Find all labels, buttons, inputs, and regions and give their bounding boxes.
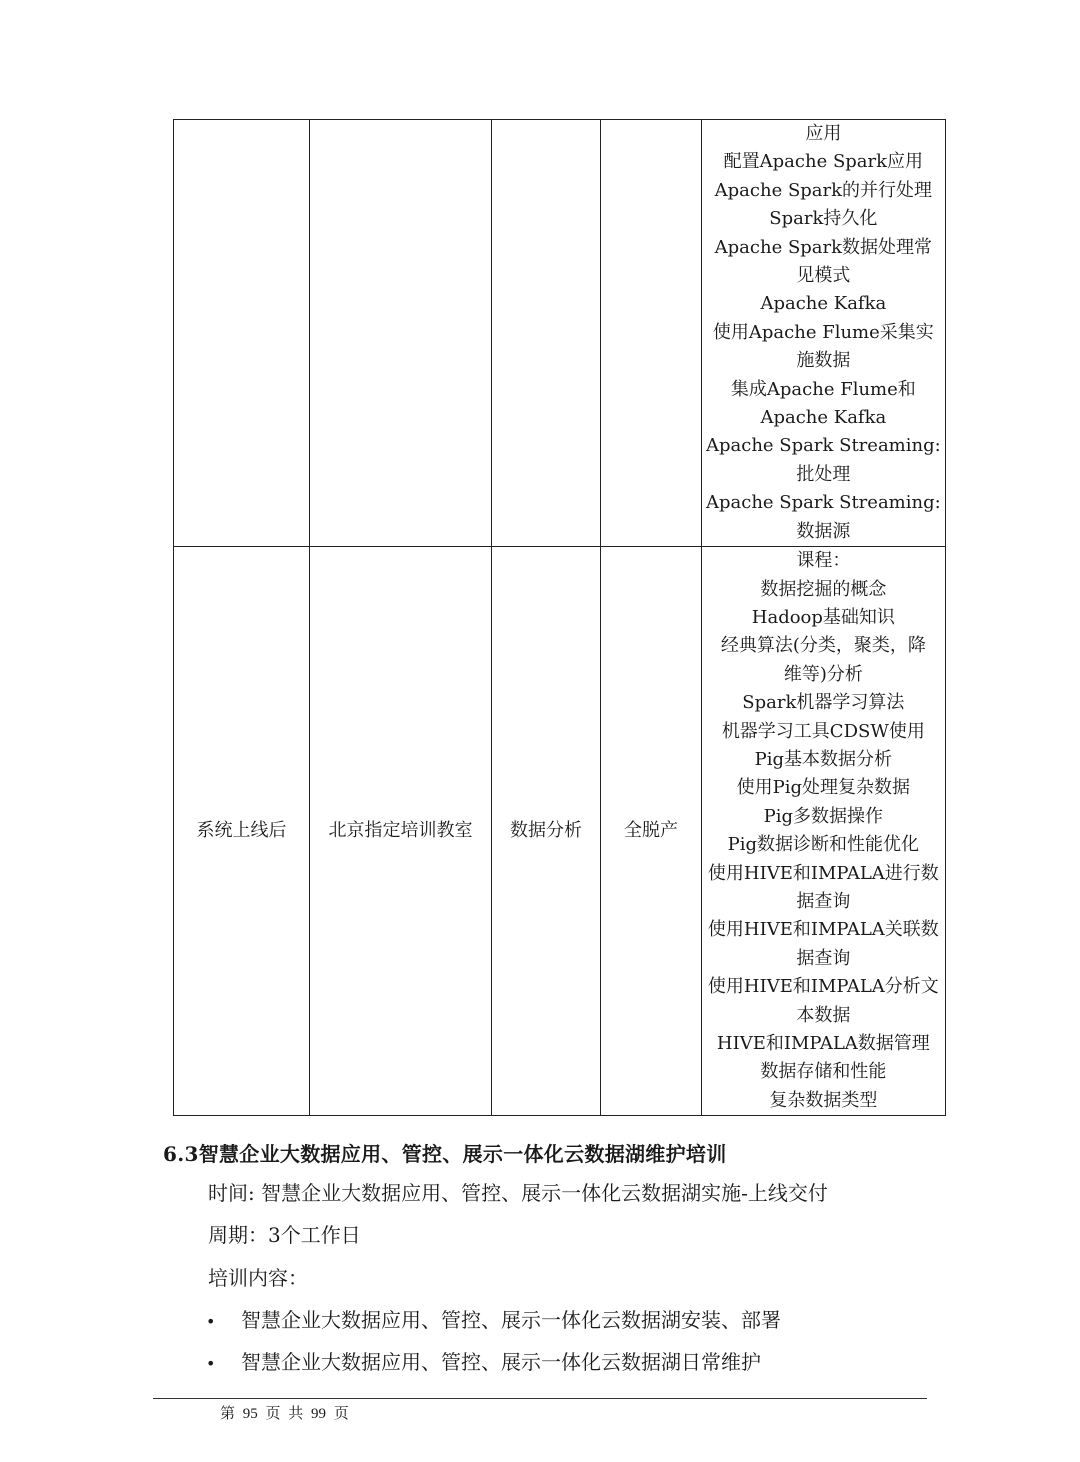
course-line: Apache Spark Streaming: xyxy=(706,492,941,514)
subject-cell: 数据分析 xyxy=(492,547,601,1116)
course-line: Apache Spark Streaming: xyxy=(706,435,941,457)
course-line: 数据源 xyxy=(796,520,851,542)
mode-cell xyxy=(601,120,702,547)
location-cell xyxy=(310,120,492,547)
course-line: 据查询 xyxy=(796,947,851,969)
course-line: 使用HIVE和IMPALA进行数 xyxy=(707,862,939,884)
time-line: 时间: 智慧企业大数据应用、管控、展示一体化云数据湖实施-上线交付 xyxy=(208,1181,828,1205)
page-number: 第 95 页 共 99 页 xyxy=(220,1406,349,1422)
course-line: HIVE和IMPALA数据管理 xyxy=(716,1033,930,1054)
course-line: Pig多数据操作 xyxy=(763,805,884,827)
time-cell: 系统上线后 xyxy=(174,547,310,1116)
bullet-text: 智慧企业大数据应用、管控、展示一体化云数据湖安装、部署 xyxy=(241,1308,781,1332)
mode-cell: 全脱产 xyxy=(601,547,702,1116)
course-content-cell xyxy=(702,547,946,1116)
course-line: 使用Apache Flume采集实 xyxy=(712,321,934,343)
course-line: 课程： xyxy=(796,550,851,572)
course-content-cell xyxy=(702,120,946,547)
course-line: 见模式 xyxy=(796,265,851,287)
bullet-text: 智慧企业大数据应用、管控、展示一体化云数据湖日常维护 xyxy=(241,1350,761,1374)
course-line: Pig数据诊断和性能优化 xyxy=(727,834,920,856)
course-line: 维等)分析 xyxy=(783,663,863,685)
course-line: 批处理 xyxy=(796,463,851,485)
bullet-icon: • xyxy=(206,1354,216,1373)
content-label: 培训内容： xyxy=(208,1266,308,1290)
course-line: 数据存储和性能 xyxy=(760,1061,887,1083)
course-line: Apache Kafka xyxy=(760,293,887,315)
course-line: 数据挖掘的概念 xyxy=(760,578,887,600)
course-line: 据查询 xyxy=(796,890,851,912)
course-line: 经典算法(分类，聚类，降 xyxy=(720,635,926,657)
course-line: Pig基本数据分析 xyxy=(754,748,893,770)
table-row xyxy=(174,547,946,1116)
course-line: 集成Apache Flume和 xyxy=(730,378,916,400)
course-line: Spark机器学习算法 xyxy=(742,692,905,714)
list-item xyxy=(206,1304,781,1333)
bullet-icon: • xyxy=(206,1312,216,1331)
course-line: 使用Pig处理复杂数据 xyxy=(736,777,911,799)
course-line: Spark持久化 xyxy=(769,208,878,230)
subject-cell xyxy=(492,120,601,547)
course-line: 使用HIVE和IMPALA分析文 xyxy=(707,976,939,998)
course-line: Apache Spark数据处理常 xyxy=(714,236,933,258)
course-line: Hadoop基础知识 xyxy=(751,606,895,628)
location-cell: 北京指定培训教室 xyxy=(310,547,492,1116)
course-line: 复杂数据类型 xyxy=(769,1089,878,1111)
course-line: 应用 xyxy=(805,123,842,144)
course-line: Apache Spark的并行处理 xyxy=(714,179,933,201)
section-heading: 6.3智慧企业大数据应用、管控、展示一体化云数据湖维护培训 xyxy=(163,1142,727,1166)
course-line: 使用HIVE和IMPALA关联数 xyxy=(707,919,939,941)
course-line: 本数据 xyxy=(796,1004,851,1026)
course-line: Apache Kafka xyxy=(760,407,887,429)
list-item xyxy=(206,1346,761,1375)
time-cell xyxy=(174,120,310,547)
training-schedule-table xyxy=(173,119,946,1116)
footer-divider xyxy=(153,1398,927,1399)
course-line: 机器学习工具CDSW使用 xyxy=(721,720,925,742)
course-line: 配置Apache Spark应用 xyxy=(723,151,924,173)
table-row xyxy=(174,120,946,547)
period-line: 周期：3个工作日 xyxy=(208,1223,361,1247)
course-line: 施数据 xyxy=(796,350,851,372)
